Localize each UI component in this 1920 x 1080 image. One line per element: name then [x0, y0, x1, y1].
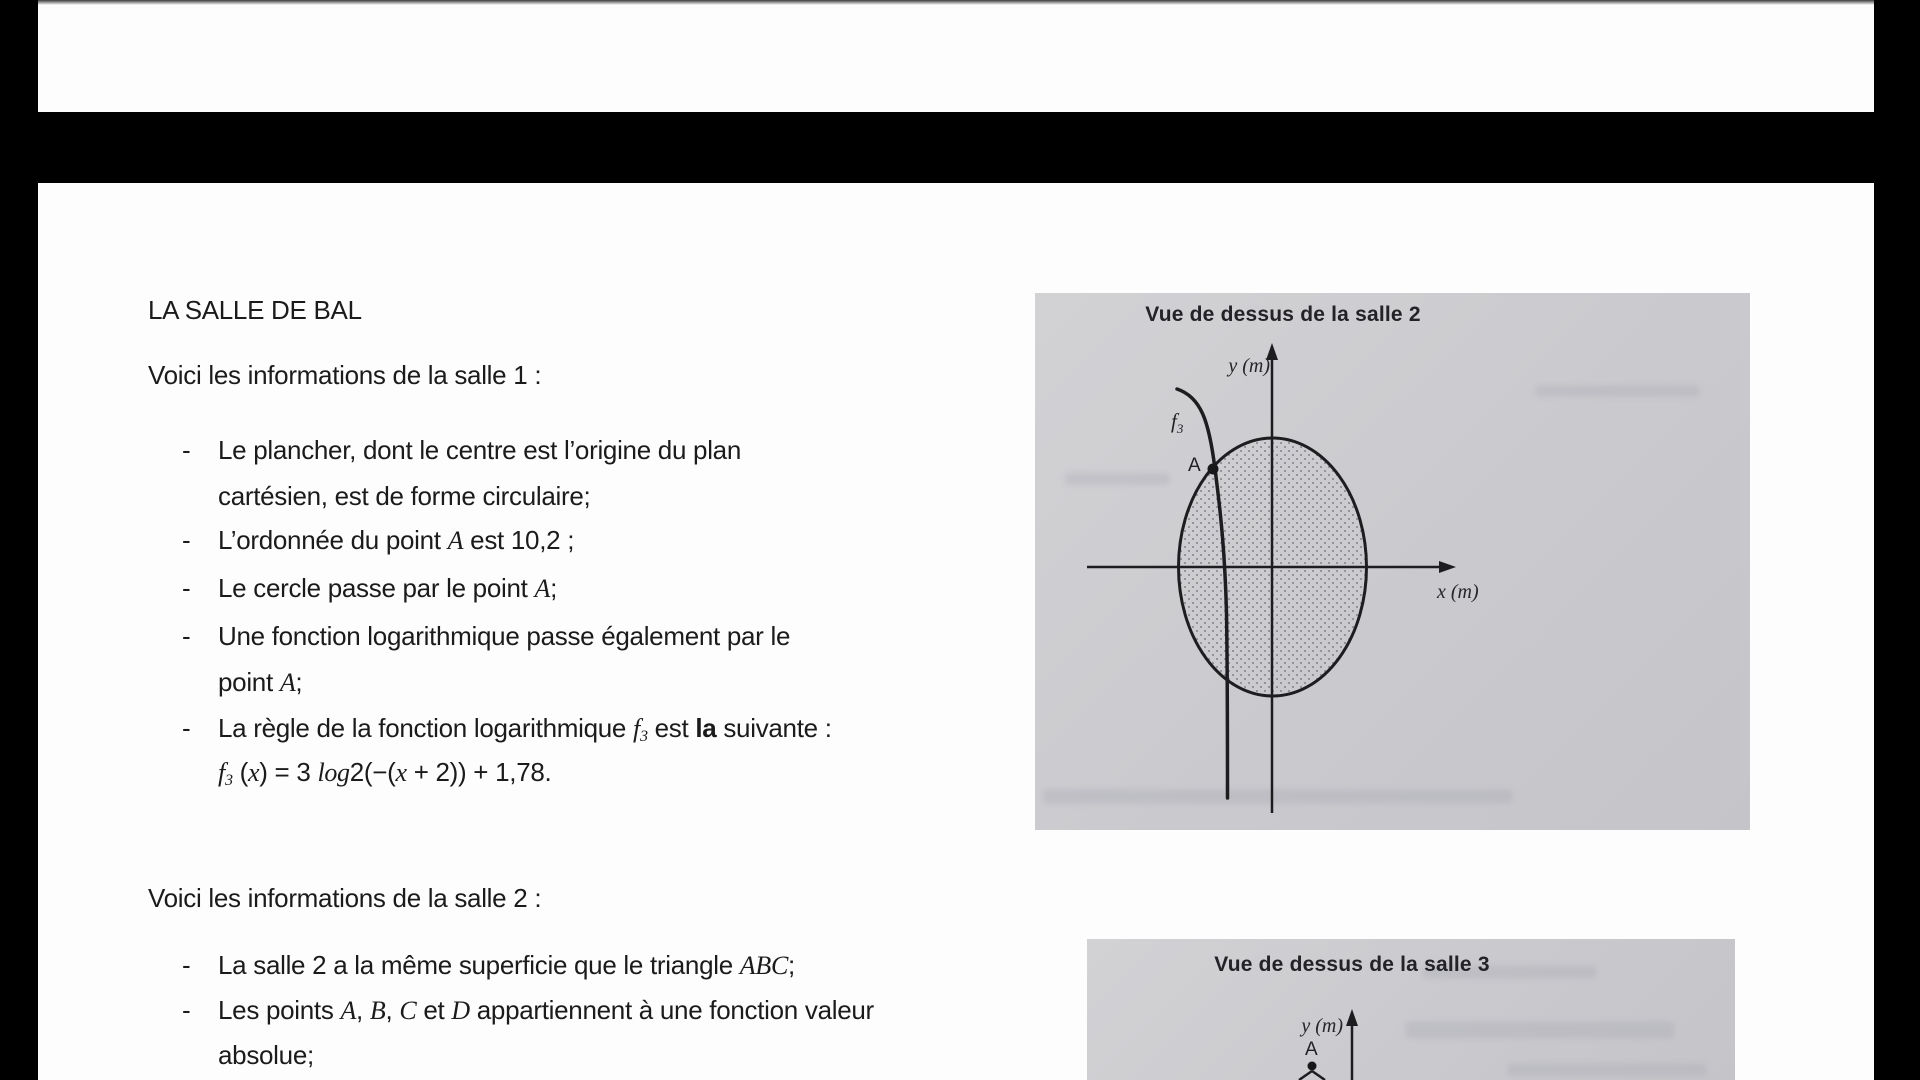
formula-line [218, 757, 551, 796]
text-run: , [385, 995, 400, 1025]
text-run: x [248, 758, 260, 787]
text-run: Une fonction logarithmique passe également par le [218, 621, 791, 651]
bullet-line [218, 435, 741, 465]
text-run: ; [550, 573, 558, 603]
text-run: Le cercle passe par le point [218, 573, 535, 603]
text-run: cartésien, est de forme circulaire; [218, 481, 591, 511]
absolute-value-apex [1299, 1071, 1325, 1080]
text-run: A [534, 574, 551, 603]
text-run: 3 [639, 728, 648, 746]
text-run: , [356, 995, 370, 1025]
text-run: La salle 2 a la même superficie que le triangle [218, 950, 740, 980]
text-run: ABC [739, 951, 789, 980]
bullet-line [218, 950, 795, 981]
text-run: log [317, 758, 350, 787]
text-run: absolue; [218, 1040, 314, 1070]
bullet-line [218, 713, 832, 752]
text-run: 3 [224, 772, 233, 790]
text-run: A [340, 996, 357, 1025]
text-run: est 10,2 ; [463, 525, 575, 555]
figure-salle2-title: Vue de dessus de la salle 2 [1145, 303, 1421, 326]
point-a-label: A [1305, 1039, 1318, 1060]
bullet-dash: - [182, 713, 191, 743]
doc-title: LA SALLE DE BAL [148, 295, 362, 325]
x-axis-arrow-icon [1439, 561, 1456, 573]
text-run: ; [788, 950, 795, 980]
text-run: 2(−( [349, 757, 396, 787]
text-run: x [395, 758, 407, 787]
bullet-line [218, 481, 590, 511]
salle3-plot [1087, 939, 1735, 1080]
figure-salle3-title: Vue de dessus de la salle 3 [1214, 953, 1490, 976]
text-run: A [279, 668, 296, 697]
text-run: Le plancher, dont le centre est l’origine du plan [218, 435, 741, 465]
point-a-dot [1308, 1062, 1317, 1071]
figure-salle3 [1087, 939, 1735, 1080]
bullet-line [218, 667, 302, 698]
text-run: est [647, 713, 696, 743]
x-axis-label: x (m) [1437, 581, 1479, 603]
f3-base: f [1171, 409, 1177, 433]
bullet-dash: - [182, 621, 191, 651]
bullet-line [218, 621, 790, 651]
text-run: C [399, 996, 417, 1025]
bullet-line [218, 995, 874, 1026]
point-a-label: A [1188, 455, 1201, 476]
text-run: et [416, 995, 452, 1025]
top-page-strip [38, 0, 1874, 112]
text-run: ) = 3 [259, 757, 318, 787]
text-run: ( [232, 757, 248, 787]
text-run: D [451, 996, 470, 1025]
text-run: + 2)) + 1,78. [406, 757, 552, 787]
text-run: suivante : [716, 713, 832, 743]
text-run: appartiennent à une fonction valeur [469, 995, 874, 1025]
bullet-line [218, 525, 574, 556]
f3-curve-label [1171, 409, 1183, 437]
text-run: point [218, 667, 280, 697]
text-run: Les points [218, 995, 341, 1025]
bullet-dash: - [182, 435, 191, 465]
text-run: A [447, 526, 464, 555]
text-run: B [369, 996, 386, 1025]
bullet-dash: - [182, 525, 191, 555]
text-run: la [695, 713, 717, 743]
text-run: f [633, 714, 640, 743]
y-axis-label: y (m) [1301, 1015, 1343, 1037]
salle2-intro: Voici les informations de la salle 2 : [148, 883, 542, 913]
bullet-dash: - [182, 950, 191, 980]
f3-sub: 3 [1176, 421, 1184, 437]
salle1-intro: Voici les informations de la salle 1 : [148, 360, 542, 390]
text-run: ; [295, 667, 303, 697]
text-run: La règle de la fonction logarithmique [218, 713, 633, 743]
bullet-dash: - [182, 573, 191, 603]
document-page [38, 183, 1874, 1080]
point-a-dot [1208, 464, 1219, 475]
text-run: f [218, 758, 225, 787]
figure-salle2 [1035, 293, 1750, 830]
bullet-line [218, 1040, 314, 1070]
bullet-dash: - [182, 995, 191, 1025]
bullet-line [218, 573, 557, 604]
y-axis-label: y (m) [1228, 355, 1270, 377]
salle2-plot [1035, 293, 1750, 830]
y-axis-arrow-icon [1346, 1009, 1358, 1026]
text-run: L’ordonnée du point [218, 525, 448, 555]
